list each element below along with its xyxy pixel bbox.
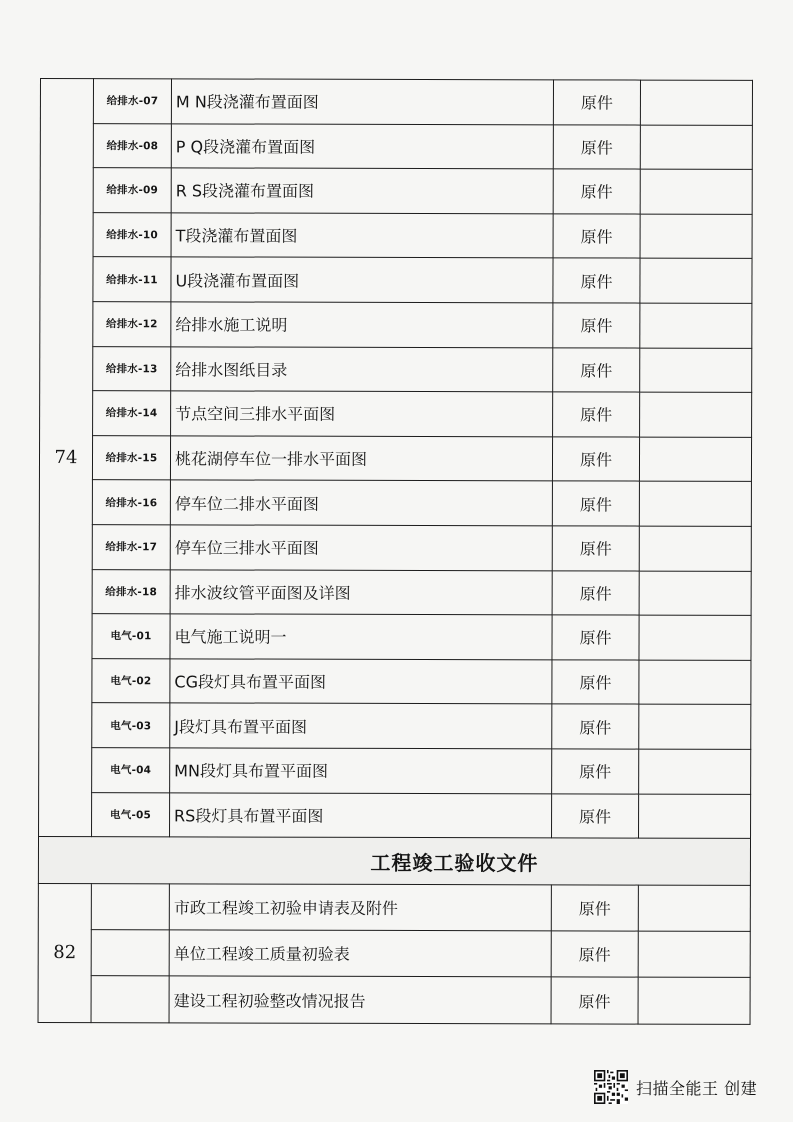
document-status: 原件: [553, 347, 640, 392]
document-title: CG段灯具布置平面图: [170, 659, 552, 705]
table-row: [40, 257, 752, 303]
drawing-code: [91, 930, 169, 976]
document-status: 原件: [552, 481, 639, 526]
document-status: 原件: [552, 793, 639, 838]
document-title: 单位工程竣工质量初验表: [169, 930, 551, 977]
remarks-cell: [638, 885, 750, 931]
drawing-code: 给排水-16: [92, 480, 170, 525]
remarks-cell: [638, 978, 750, 1024]
remarks-cell: [640, 392, 752, 437]
document-title: R S段浇灌布置面图: [171, 168, 553, 214]
document-title: 停车位二排水平面图: [170, 480, 552, 526]
document-title: 给排水图纸目录: [171, 346, 553, 392]
drawing-code: [91, 884, 169, 930]
drawing-code: 给排水-18: [92, 569, 170, 614]
remarks-cell: [640, 169, 752, 214]
document-status: 原件: [552, 615, 639, 660]
document-title: 建设工程初验整改情况报告: [169, 976, 551, 1023]
remarks-cell: [638, 931, 750, 977]
document-title: 停车位三排水平面图: [170, 525, 552, 571]
document-status: 原件: [553, 169, 640, 214]
drawing-code: 电气-04: [92, 748, 170, 793]
table-row: [39, 703, 751, 749]
document-status: 原件: [551, 977, 638, 1023]
document-status: 原件: [553, 303, 640, 348]
remarks-cell: [639, 615, 751, 660]
document-title: 市政工程竣工初验申请表及附件: [169, 884, 551, 931]
section-heading-text: 工程竣工验收文件: [370, 850, 539, 875]
table-row: [39, 792, 751, 838]
document-title: 桃花湖停车位一排水平面图: [170, 436, 552, 482]
remarks-cell: [640, 348, 752, 393]
document-title: 电气施工说明一: [170, 614, 552, 660]
document-status: 原件: [553, 258, 640, 303]
remarks-cell: [640, 80, 752, 125]
table-row: [39, 435, 751, 481]
document-status: 原件: [552, 749, 639, 794]
remarks-cell: [639, 481, 751, 526]
volume-number-cell: 74: [39, 79, 94, 837]
drawing-code: 电气-05: [92, 792, 170, 837]
document-title: J段灯具布置平面图: [170, 703, 552, 749]
section-heading-row: [38, 837, 750, 886]
table-row: [38, 884, 750, 932]
document-status: 原件: [552, 660, 639, 705]
remarks-cell: [639, 660, 751, 705]
qr-code-icon: [594, 1070, 628, 1104]
document-status: 原件: [552, 704, 639, 749]
document-title: U段浇灌布置面图: [171, 257, 553, 303]
remarks-cell: [640, 303, 752, 348]
section-heading: [38, 837, 750, 886]
table-row: [40, 123, 752, 169]
drawing-code: 电气-01: [92, 614, 170, 659]
table-row: [40, 301, 752, 347]
document-title: 给排水施工说明: [171, 302, 553, 348]
scanner-watermark-text: 扫描全能王 创建: [636, 1078, 758, 1098]
document-status: 原件: [553, 392, 640, 437]
remarks-cell: [640, 214, 752, 259]
remarks-cell: [639, 571, 751, 616]
document-status: 原件: [553, 214, 640, 259]
drawing-code: 给排水-08: [93, 123, 171, 168]
table-row: [38, 930, 750, 978]
document-title: 节点空间三排水平面图: [171, 391, 553, 437]
remarks-cell: [639, 704, 751, 749]
remarks-cell: [640, 125, 752, 170]
document-title: MN段灯具布置平面图: [170, 748, 552, 794]
remarks-cell: [639, 749, 751, 794]
document-title: M N段浇灌布置面图: [171, 79, 553, 125]
drawing-code: 给排水-15: [92, 435, 170, 480]
table-row: [40, 79, 752, 125]
document-title: RS段灯具布置平面图: [170, 792, 552, 838]
table-row: [40, 346, 752, 392]
document-title: P Q段浇灌布置面图: [171, 123, 553, 169]
document-status: 原件: [552, 526, 639, 571]
document-status: 原件: [551, 885, 638, 931]
scanner-watermark: [594, 1070, 757, 1104]
drawing-code: [91, 976, 169, 1022]
document-status: 原件: [552, 570, 639, 615]
table-row: [39, 747, 751, 793]
table-row: [40, 168, 752, 214]
volume-number-cell: 82: [38, 884, 91, 1023]
drawing-code: 给排水-11: [93, 257, 171, 302]
drawing-code: 给排水-17: [92, 525, 170, 570]
table-row: [40, 391, 752, 437]
remarks-cell: [639, 437, 751, 482]
drawing-code: 电气-02: [92, 658, 170, 703]
remarks-cell: [639, 794, 751, 839]
remarks-cell: [640, 258, 752, 303]
document-title: 排水波纹管平面图及详图: [170, 569, 552, 615]
document-status: 原件: [551, 931, 638, 977]
table-row: [38, 976, 750, 1024]
drawing-code: 给排水-14: [93, 391, 171, 436]
table-row: [39, 480, 751, 526]
table-row: [39, 524, 751, 570]
remarks-cell: [639, 526, 751, 571]
table-row: [39, 569, 751, 615]
table-row: [39, 658, 751, 704]
drawing-code: 给排水-10: [93, 212, 171, 257]
table-row: [40, 212, 752, 258]
drawing-code: 给排水-13: [93, 346, 171, 391]
drawing-code: 给排水-12: [93, 302, 171, 347]
document-status: 原件: [553, 80, 640, 125]
archive-register-table: [38, 78, 753, 1025]
drawing-code: 电气-03: [92, 703, 170, 748]
document-status: 原件: [552, 437, 639, 482]
drawing-code: 给排水-07: [93, 79, 171, 124]
drawing-code: 给排水-09: [93, 168, 171, 213]
table-row: [39, 614, 751, 660]
document-title: T段浇灌布置面图: [171, 213, 553, 259]
document-status: 原件: [553, 124, 640, 169]
